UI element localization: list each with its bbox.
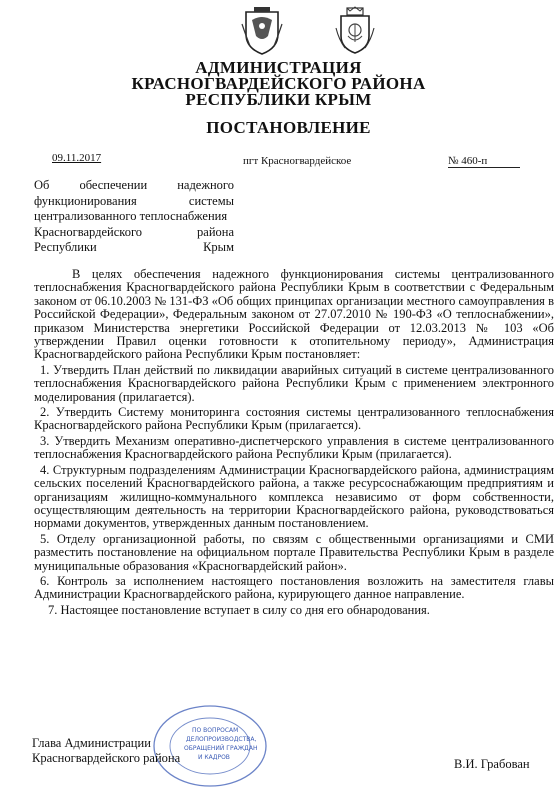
document-date: 09.11.2017 — [52, 152, 102, 164]
resolution-item-7: 7. Настоящее постановление вступает в силу со дня его обнародования. — [48, 602, 430, 617]
resolution-item-3: 3. Утвердить Механизм оперативно-диспетчерского управления в системе централизованного теплоснабжения Красногвардейского района Республики Крым (прилагается). — [34, 433, 554, 462]
document-number: № 460-п — [448, 155, 520, 168]
signatory-position-line-1: Глава Администрации — [32, 736, 151, 750]
resolution-item-6: 6. Контроль за исполнением настоящего постановления возложить на заместителя главы Администрации Красногвардейского района, курирующего данное направление. — [34, 573, 554, 602]
stamp-text-line: ОБРАЩЕНИЙ ГРАЖДАН — [184, 745, 258, 752]
document-place: пгт Красногвардейское — [243, 155, 352, 167]
subject-line: Республики Крым — [34, 240, 234, 254]
resolution-item-1: 1. Утвердить План действий по ликвидации аварийных ситуаций в системе централизованного теплоснабжения Красногвардейского района Республики Крым с применением электронного моделирования (прилагается). — [34, 362, 554, 404]
stamp-text-line: И КАДРОВ — [198, 754, 230, 761]
signatory-position — [32, 736, 180, 766]
signatory-name: В.И. Грабован — [454, 757, 530, 771]
signatory-position-line-2: Красногвардейского района — [32, 751, 181, 765]
preamble-paragraph: В целях обеспечения надежного функционирования системы централизованного теплоснабжения Красногвардейского района Республики Крым в соответствии с Федеральным законом от 06.10.2003 № 131-ФЗ «Об общих принципах организации местного самоуправления в Российской Федерации», Федеральным законом от 27.07.2010 № 190-ФЗ «О теплоснабжении», приказом Министерства энергетики Российской Федерации от 12.03.2013 № 103 «Об утверждении Правил оценки готовности к отопительному периоду», Администрация Красногвардейского района Республики Крым постановляет: — [34, 267, 554, 362]
document-body — [34, 268, 554, 619]
document-type: ПОСТАНОВЛЕНИЕ — [206, 118, 371, 137]
org-title-line-3: РЕСПУБЛИКИ КРЫМ — [185, 90, 372, 109]
org-title-line-1: АДМИНИСТРАЦИЯ — [195, 58, 362, 77]
subject-line: функционирования системы — [34, 193, 234, 208]
resolution-item-5: 5. Отделу организационной работы, по связям с общественными организациями и СМИ разместить постановление на официальном портале Правительства Республики Крым в разделе муниципальные образования «Красногвардейский район». — [34, 531, 554, 573]
document-subject — [34, 178, 234, 256]
district-coat-of-arms-icon — [333, 6, 377, 56]
resolution-item-2: 2. Утвердить Систему мониторинга состояния системы централизованного теплоснабжения Красногвардейского района Республики Крым (прилагается). — [34, 405, 554, 433]
org-title-line-2: КРАСНОГВАРДЕЙСКОГО РАЙОНА — [131, 74, 426, 93]
crimea-coat-of-arms-icon — [240, 6, 284, 56]
subject-line: Красногвардейского района — [34, 224, 234, 239]
stamp-text-line: ДЕЛОПРОИЗВОДСТВА, — [186, 736, 257, 743]
resolution-item-4: 4. Структурным подразделениям Администрации Красногвардейского района, администрациям сельских поселений Красногвардейского района, а также ресурсоснабжающим предприятиям и организациям жилищно-коммунального комплекса независимо от форм собственности, осуществляющим деятельность на территории Красногвардейского района, руководствоваться нормами документов, утвержденных данным постановлением. — [34, 462, 554, 531]
subject-line: Об обеспечении надежного — [34, 178, 234, 192]
stamp-text-line: ПО ВОПРОСАМ — [192, 727, 239, 734]
subject-line: централизованного теплоснабжения — [34, 209, 228, 223]
